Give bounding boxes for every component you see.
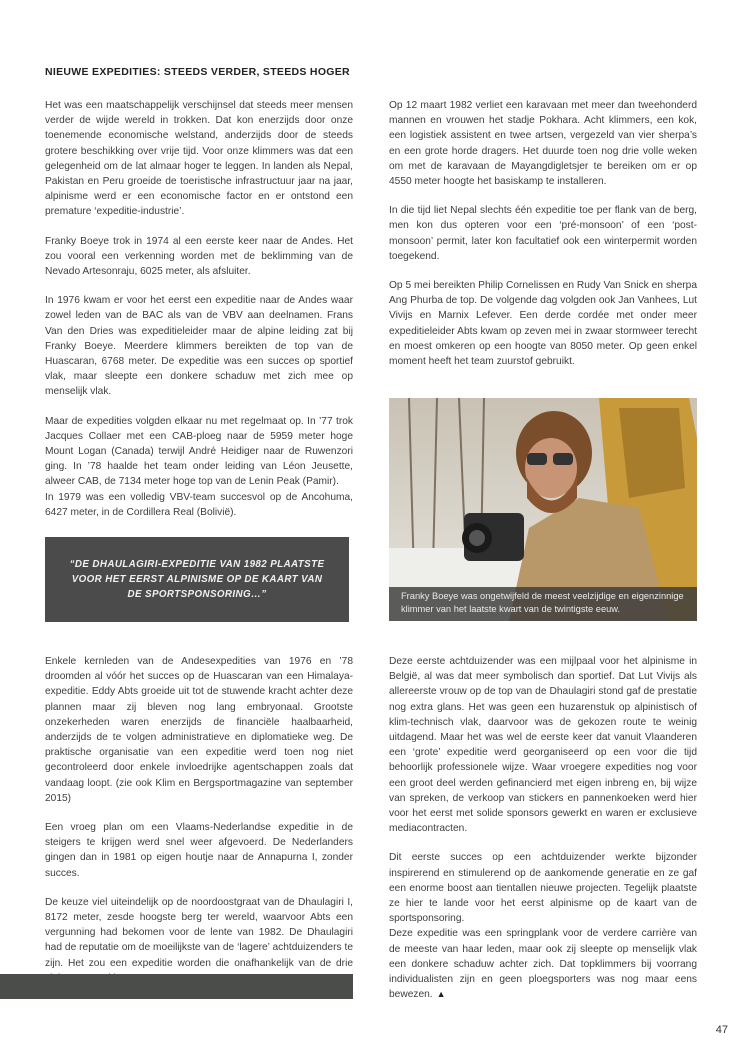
page-number: 47 xyxy=(715,1024,728,1036)
paragraph: In die tijd liet Nepal slechts één expeditie toe per flank van de berg, men kon dus opteren voor een ‘pré-monsoon’ of een ‘post-monsoon’ permit, later kon facultatief ook een winterpermit worden toegekend. xyxy=(389,205,697,262)
paragraph: De keuze viel uiteindelijk op de noordoostgraat van de Dhaulagiri I, 8172 meter, zesde hoogste berg ter wereld, waarvoor Abts een vergunning had bekomen voor de lente van 1982. De Dhaulagiri had de reputatie om de moeilijkste van de ‘lagere’ achtduizenders te zijn. Het zou een expeditie worden die onafhankelijk van de drie xyxy=(45,896,353,969)
paragraph: Enkele kernleden van de Andesexpedities van 1976 en ’78 droomden al vóór het succes op de Huascaran van een Himalaya-expeditie. Eddy Abts groeide uit tot de stuwende kracht achter deze plannen maar zij bleven nog lang embryonaal. Grootste onzekerheden waren enerzijds de financiële haalbaarheid, anderzijds de te volgen administratieve en diplomatieke weg. De praktische organisatie van een expeditie werd toen nog niet gecontroleerd door enkele invloedrijke agentschappen zoals dat vandaag loopt. (zie ook Klim en Bergsportmagazine van september 2015) xyxy=(45,656,353,804)
paragraph: In 1979 was een volledig VBV-team succesvol op de Ancohuma, 6427 meter, in de Cordillera Real (Bolivië). xyxy=(45,491,353,518)
footer-bar xyxy=(0,974,353,999)
paragraph: Op 12 maart 1982 verliet een karavaan met meer dan tweehonderd mannen en vrouwen het stadje Pokhara. Acht klimmers, een kok, een logistiek assistent en twee artsen, vergezeld van vier sherpa’s en een grote horde dragers. Het duurde toen nog drie volle weken om met de karavaan de Mayangdigletsjer te bereiken om er op 4550 meter hoogte het basiskamp te installeren. xyxy=(389,100,697,188)
paragraph-text: Deze expeditie was een springplank voor de verdere carrière van de meeste van haar leden, maar ook zij sleepte op menselijk vlak een donkere schaduw achter zich. Dat topklimmers bij voorrang individualisten zijn en geen ploegsporters was nog maar eens bewezen. xyxy=(389,928,697,1001)
pull-quote-box xyxy=(45,537,349,622)
paragraph: Dit eerste succes op een achtduizender werkte bijzonder inspirerend en stimulerend op de aankomende generatie en ze gaf een enorme boost aan tientallen nieuwe projecten. Tegelijk plaatste ze hier te lande voor het eerst alpinisme op de kaart van de sportsponsoring. xyxy=(389,852,697,925)
section-heading: NIEUWE EXPEDITIES: STEEDS VERDER, STEEDS HOGER xyxy=(45,66,350,78)
right-column-top xyxy=(389,98,697,383)
right-column-bottom xyxy=(389,654,697,1016)
paragraph: In 1976 kwam er voor het eerst een expeditie naar de Andes waar zowel leden van de BAC als van de VBV aan deelnamen. Frans Van den Dries was expeditieleider maar de alpine leiding zat bij Franky Boeye. Meerdere klimmers bereikten de top van de Huascaran, 6768 meter. De expeditie was een succes op sportief vlak, maar sleepte een donkere schaduw met zich mee op menselijk vlak. xyxy=(45,295,353,398)
pull-quote-text: “DE DHAULAGIRI-EXPEDITIE VAN 1982 PLAATSTE VOOR HET EERST ALPINISME OP DE KAART VAN DE SPORTSPONSORING…” xyxy=(69,559,325,600)
left-column-top xyxy=(45,98,353,534)
end-of-article-triangle-icon: ▲ xyxy=(436,989,446,1000)
photo-caption: Franky Boeye was ongetwijfeld de meest veelzijdige en eigenzinnige klimmer van het laatste kwart van de twintigste eeuw. xyxy=(389,587,697,621)
paragraph xyxy=(389,926,697,1002)
paragraph: Een vroeg plan om een Vlaams-Nederlandse expeditie in de steigers te krijgen werd snel weer afgevoerd. De Nederlanders gingen dan in 1981 op eigen houtje naar de Annapurna I, zonder succes. xyxy=(45,822,353,879)
paragraph: Deze eerste achtduizender was een mijlpaal voor het alpinisme in België, al was dat meer symbolisch dan sportief. Dat Lut Vivijs als allereerste vrouw op de top van de Dhaulagiri stond gaf de prestatie nog extra glans. Het was geen een huzarenstuk op alpinistisch of klim-technisch vlak, daarvoor was de gekozen route te weinig uitdagend. Maar het was wel de eerste keer dat vanuit Vlaanderen een ‘grote’ expeditie werd georganiseerd op een voor die tijd behoorlijk professionele wijze. Waar vroegere expedities nog voor een groot deel werden gefinancierd met eigen inbreng en, bij wijze van spreken, de verkoop van stickers en pannenkoeken werd hier voor het eerst met solide sponsors gewerkt en waren er exclusieve mediacontracten. xyxy=(389,656,697,835)
paragraph: Maar de expedities volgden elkaar nu met regelmaat op. In ’77 trok Jacques Collaer met een CAB-ploeg naar de 5959 meter hoge Mount Logan (Canada) terwijl André Heidiger naar de Ruwenzori ging. In ’78 haalde het team onder leiding van Léon Jeusette, alweer CAB, de 7134 meter hoge top van de Lenin Peak (Pamir). xyxy=(45,415,353,488)
climber-photo xyxy=(389,398,697,621)
paragraph: Het was een maatschappelijk verschijnsel dat steeds meer mensen verder de wijde wereld in trokken. Dat kon enerzijds door onze toenemende economische welstand, anderzijds door de steeds grotere beschikking over vrije tijd. Voor onze klimmers was dat een gelegenheid om de lat almaar hoger te leggen. In landen als Nepal, Pakistan en Peru groeide de toeristische infrastructuur jaar na jaar, alpinisme werd er een economische factor en er ontstond een premature ‘expeditie-industrie’. xyxy=(45,100,353,218)
left-column-bottom xyxy=(45,654,353,1000)
paragraph: Franky Boeye trok in 1974 al een eerste keer naar de Andes. Het zou vooral een verkenning worden met de beklimming van de Nevado Artesonraju, 6025 meter, als afsluiter. xyxy=(45,235,353,278)
paragraph: Op 5 mei bereikten Philip Cornelissen en Rudy Van Snick en sherpa Ang Phurba de top. De volgende dag volgden ook Jan Vanhees, Lut Vivijs en Marnix Lefever. Een derde cordée met onder meer expeditieleider Abts kwam op zeven mei in zwaar stormweer terecht en moest omkeren op een hoogte van 8050 meter. Op geen enkel moment heeft het team zuurstof gebruikt. xyxy=(389,280,697,368)
